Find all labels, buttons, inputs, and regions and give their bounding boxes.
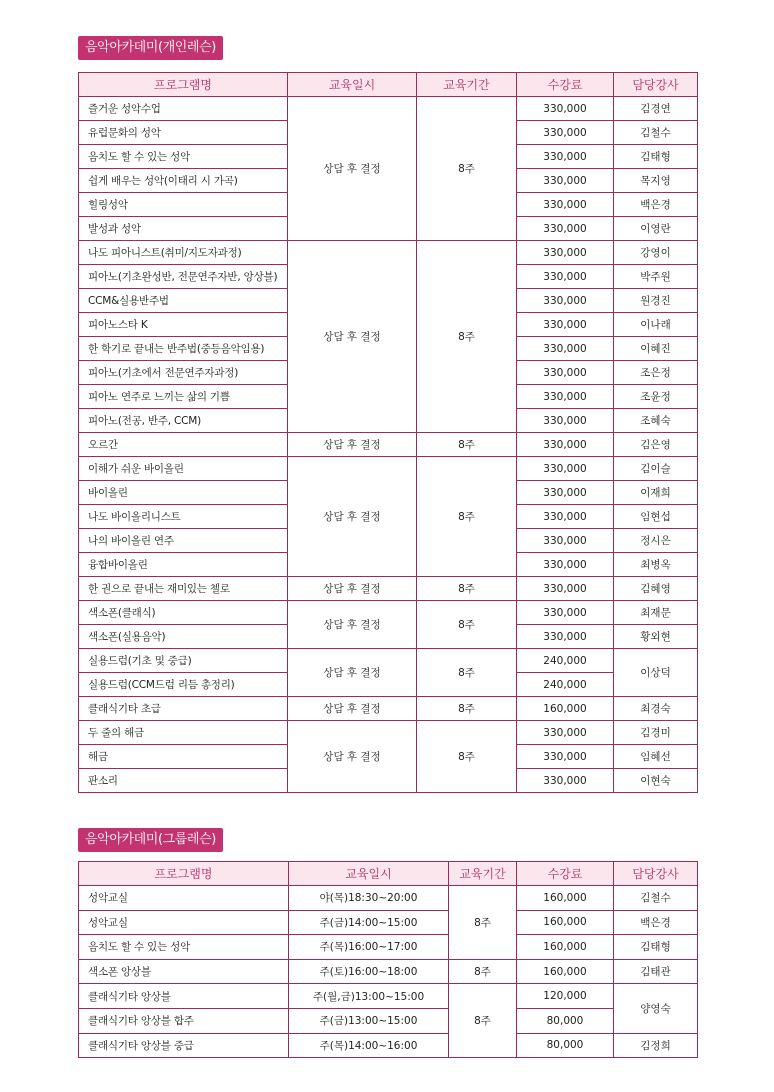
fee-cell: 120,000 bbox=[517, 984, 614, 1009]
fee-cell: 330,000 bbox=[517, 481, 614, 505]
header-program-name: 프로그램명 bbox=[79, 73, 288, 97]
instructor-cell: 강영이 bbox=[614, 241, 698, 265]
program-name-cell: 한 학기로 끝내는 반주법(중등음악임용) bbox=[79, 337, 288, 361]
fee-cell: 160,000 bbox=[517, 697, 614, 721]
instructor-cell: 정시은 bbox=[614, 529, 698, 553]
program-name-cell: 피아노(기초완성반, 전문연주자반, 앙상블) bbox=[79, 265, 288, 289]
header-duration: 교육기간 bbox=[417, 73, 517, 97]
program-name-cell: 색소폰(실용음악) bbox=[79, 625, 288, 649]
program-name-cell: 피아노 연주로 느끼는 삶의 기쁨 bbox=[79, 385, 288, 409]
table-row bbox=[79, 601, 698, 625]
program-name-cell: 두 줄의 해금 bbox=[79, 721, 288, 745]
duration-cell: 8주 bbox=[417, 241, 517, 433]
schedule-cell: 상담 후 결정 bbox=[288, 697, 417, 721]
program-name-cell: 한 권으로 끝내는 재미있는 첼로 bbox=[79, 577, 288, 601]
instructor-cell: 김이슬 bbox=[614, 457, 698, 481]
instructor-cell: 박주원 bbox=[614, 265, 698, 289]
table-row bbox=[79, 721, 698, 745]
fee-cell: 330,000 bbox=[517, 385, 614, 409]
table-row bbox=[79, 935, 698, 960]
table-row bbox=[79, 577, 698, 601]
program-name-cell: 바이올린 bbox=[79, 481, 288, 505]
program-name-cell: 클래식기타 앙상블 중급 bbox=[79, 1033, 289, 1058]
program-name-cell: 즐거운 성악수업 bbox=[79, 97, 288, 121]
instructor-cell: 백은경 bbox=[614, 193, 698, 217]
duration-cell: 8주 bbox=[417, 577, 517, 601]
instructor-cell: 김태관 bbox=[614, 959, 698, 984]
table-row bbox=[79, 886, 698, 911]
program-name-cell: 색소폰 앙상블 bbox=[79, 959, 289, 984]
schedule-cell: 상담 후 결정 bbox=[288, 433, 417, 457]
duration-cell: 8주 bbox=[417, 457, 517, 577]
fee-cell: 330,000 bbox=[517, 193, 614, 217]
fee-cell: 330,000 bbox=[517, 409, 614, 433]
program-name-cell: 음치도 할 수 있는 성악 bbox=[79, 145, 288, 169]
fee-cell: 80,000 bbox=[517, 1008, 614, 1033]
fee-cell: 160,000 bbox=[517, 886, 614, 911]
duration-cell: 8주 bbox=[417, 697, 517, 721]
duration-cell: 8주 bbox=[449, 886, 517, 960]
instructor-cell: 이현숙 bbox=[614, 769, 698, 793]
fee-cell: 330,000 bbox=[517, 553, 614, 577]
program-name-cell: 색소폰(클래식) bbox=[79, 601, 288, 625]
instructor-cell: 조혜숙 bbox=[614, 409, 698, 433]
duration-cell: 8주 bbox=[449, 984, 517, 1058]
duration-cell: 8주 bbox=[449, 959, 517, 984]
instructor-cell: 이나래 bbox=[614, 313, 698, 337]
schedule-cell: 주(토)16:00~18:00 bbox=[289, 959, 449, 984]
schedule-cell: 주(목)16:00~17:00 bbox=[289, 935, 449, 960]
instructor-cell: 김태형 bbox=[614, 145, 698, 169]
table-row bbox=[79, 1008, 698, 1033]
fee-cell: 330,000 bbox=[517, 169, 614, 193]
fee-cell: 330,000 bbox=[517, 97, 614, 121]
header-instructor: 담당강사 bbox=[614, 862, 698, 886]
fee-cell: 160,000 bbox=[517, 910, 614, 935]
table-row bbox=[79, 457, 698, 481]
fee-cell: 330,000 bbox=[517, 505, 614, 529]
individual-lesson-table bbox=[78, 72, 698, 793]
fee-cell: 160,000 bbox=[517, 935, 614, 960]
fee-cell: 80,000 bbox=[517, 1033, 614, 1058]
table-row bbox=[79, 959, 698, 984]
program-name-cell: 해금 bbox=[79, 745, 288, 769]
header-schedule: 교육일시 bbox=[289, 862, 449, 886]
table-row bbox=[79, 649, 698, 673]
program-name-cell: 쉽게 배우는 성악(이태리 시 가곡) bbox=[79, 169, 288, 193]
table-row bbox=[79, 910, 698, 935]
group-lesson-table bbox=[78, 861, 698, 1058]
program-name-cell: 오르간 bbox=[79, 433, 288, 457]
header-program-name: 프로그램명 bbox=[79, 862, 289, 886]
schedule-cell: 상담 후 결정 bbox=[288, 649, 417, 697]
program-name-cell: 클래식기타 초급 bbox=[79, 697, 288, 721]
section-title-group: 음악아카데미(그룹레슨) bbox=[78, 828, 223, 852]
instructor-cell: 이혜진 bbox=[614, 337, 698, 361]
program-name-cell: 피아노스타 K bbox=[79, 313, 288, 337]
instructor-cell: 이재희 bbox=[614, 481, 698, 505]
fee-cell: 330,000 bbox=[517, 457, 614, 481]
duration-cell: 8주 bbox=[417, 649, 517, 697]
program-name-cell: 이해가 쉬운 바이올린 bbox=[79, 457, 288, 481]
instructor-cell: 임혜선 bbox=[614, 745, 698, 769]
program-name-cell: 힐링성악 bbox=[79, 193, 288, 217]
schedule-cell: 주(금)14:00~15:00 bbox=[289, 910, 449, 935]
program-name-cell: 성악교실 bbox=[79, 910, 289, 935]
fee-cell: 330,000 bbox=[517, 145, 614, 169]
duration-cell: 8주 bbox=[417, 433, 517, 457]
instructor-cell: 김은영 bbox=[614, 433, 698, 457]
instructor-cell: 김태형 bbox=[614, 935, 698, 960]
instructor-cell: 백은경 bbox=[614, 910, 698, 935]
instructor-cell: 조은정 bbox=[614, 361, 698, 385]
program-name-cell: 피아노(전공, 반주, CCM) bbox=[79, 409, 288, 433]
fee-cell: 330,000 bbox=[517, 289, 614, 313]
fee-cell: 330,000 bbox=[517, 337, 614, 361]
header-fee: 수강료 bbox=[517, 73, 614, 97]
program-name-cell: 실용드럼(기초 및 중급) bbox=[79, 649, 288, 673]
fee-cell: 330,000 bbox=[517, 313, 614, 337]
instructor-cell: 황외현 bbox=[614, 625, 698, 649]
instructor-cell: 김경연 bbox=[614, 97, 698, 121]
table-row bbox=[79, 1033, 698, 1058]
fee-cell: 330,000 bbox=[517, 769, 614, 793]
header-fee: 수강료 bbox=[517, 862, 614, 886]
program-name-cell: 클래식기타 앙상블 합주 bbox=[79, 1008, 289, 1033]
duration-cell: 8주 bbox=[417, 721, 517, 793]
header-duration: 교육기간 bbox=[449, 862, 517, 886]
program-name-cell: 유럽문화의 성악 bbox=[79, 121, 288, 145]
duration-cell: 8주 bbox=[417, 97, 517, 241]
schedule-cell: 상담 후 결정 bbox=[288, 601, 417, 649]
instructor-cell: 조윤정 bbox=[614, 385, 698, 409]
program-name-cell: CCM&실용반주법 bbox=[79, 289, 288, 313]
table-row bbox=[79, 984, 698, 1009]
fee-cell: 330,000 bbox=[517, 745, 614, 769]
table-row bbox=[79, 697, 698, 721]
instructor-cell: 이상덕 bbox=[614, 649, 698, 697]
table-row bbox=[79, 433, 698, 457]
instructor-cell: 김철수 bbox=[614, 886, 698, 911]
schedule-cell: 주(금)13:00~15:00 bbox=[289, 1008, 449, 1033]
instructor-cell: 최재문 bbox=[614, 601, 698, 625]
instructor-cell: 김정희 bbox=[614, 1033, 698, 1058]
fee-cell: 330,000 bbox=[517, 265, 614, 289]
instructor-cell: 임현섭 bbox=[614, 505, 698, 529]
program-name-cell: 성악교실 bbox=[79, 886, 289, 911]
fee-cell: 330,000 bbox=[517, 577, 614, 601]
section-title-individual: 음악아카데미(개인레슨) bbox=[78, 36, 223, 60]
program-name-cell: 나의 바이올린 연주 bbox=[79, 529, 288, 553]
schedule-cell: 상담 후 결정 bbox=[288, 721, 417, 793]
duration-cell: 8주 bbox=[417, 601, 517, 649]
header-schedule: 교육일시 bbox=[288, 73, 417, 97]
fee-cell: 240,000 bbox=[517, 673, 614, 697]
instructor-cell: 김철수 bbox=[614, 121, 698, 145]
program-name-cell: 음치도 할 수 있는 성악 bbox=[79, 935, 289, 960]
fee-cell: 330,000 bbox=[517, 361, 614, 385]
instructor-cell: 최병옥 bbox=[614, 553, 698, 577]
fee-cell: 330,000 bbox=[517, 121, 614, 145]
fee-cell: 330,000 bbox=[517, 625, 614, 649]
instructor-cell: 김혜영 bbox=[614, 577, 698, 601]
program-name-cell: 클래식기타 앙상블 bbox=[79, 984, 289, 1009]
header-instructor: 담당강사 bbox=[614, 73, 698, 97]
table-row bbox=[79, 241, 698, 265]
fee-cell: 330,000 bbox=[517, 601, 614, 625]
schedule-cell: 야(목)18:30~20:00 bbox=[289, 886, 449, 911]
fee-cell: 330,000 bbox=[517, 529, 614, 553]
program-name-cell: 실용드럼(CCM드럼 리듬 총정리) bbox=[79, 673, 288, 697]
program-name-cell: 나도 피아니스트(취미/지도자과정) bbox=[79, 241, 288, 265]
fee-cell: 330,000 bbox=[517, 433, 614, 457]
program-name-cell: 피아노(기초에서 전문연주자과정) bbox=[79, 361, 288, 385]
schedule-cell: 상담 후 결정 bbox=[288, 577, 417, 601]
schedule-cell: 상담 후 결정 bbox=[288, 97, 417, 241]
schedule-cell: 주(월,금)13:00~15:00 bbox=[289, 984, 449, 1009]
schedule-cell: 상담 후 결정 bbox=[288, 457, 417, 577]
schedule-cell: 주(목)14:00~16:00 bbox=[289, 1033, 449, 1058]
instructor-cell: 김경미 bbox=[614, 721, 698, 745]
fee-cell: 330,000 bbox=[517, 241, 614, 265]
program-name-cell: 판소리 bbox=[79, 769, 288, 793]
instructor-cell: 목지영 bbox=[614, 169, 698, 193]
fee-cell: 330,000 bbox=[517, 721, 614, 745]
instructor-cell: 원경진 bbox=[614, 289, 698, 313]
table-row bbox=[79, 97, 698, 121]
instructor-cell: 양영숙 bbox=[614, 984, 698, 1033]
fee-cell: 330,000 bbox=[517, 217, 614, 241]
instructor-cell: 최경숙 bbox=[614, 697, 698, 721]
instructor-cell: 이영란 bbox=[614, 217, 698, 241]
program-name-cell: 나도 바이올리니스트 bbox=[79, 505, 288, 529]
fee-cell: 240,000 bbox=[517, 649, 614, 673]
program-name-cell: 발성과 성악 bbox=[79, 217, 288, 241]
fee-cell: 160,000 bbox=[517, 959, 614, 984]
program-name-cell: 융합바이올린 bbox=[79, 553, 288, 577]
schedule-cell: 상담 후 결정 bbox=[288, 241, 417, 433]
